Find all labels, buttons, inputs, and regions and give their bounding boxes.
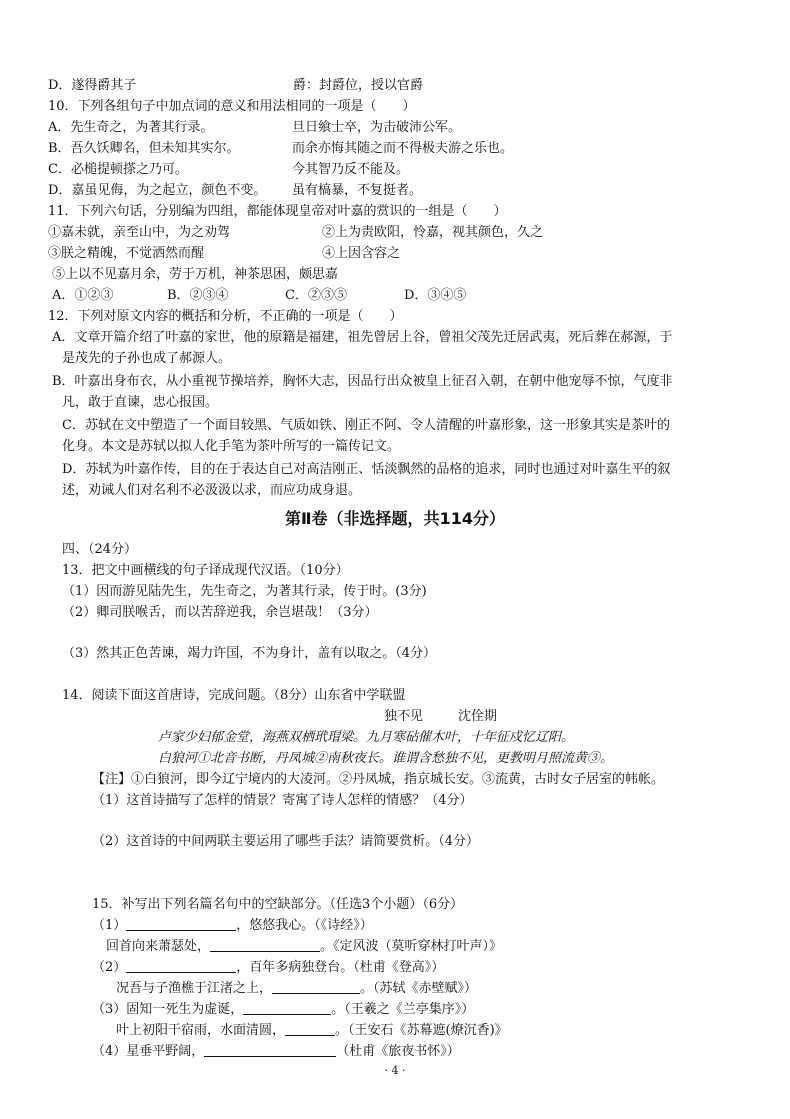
q10-option-b-right: 而余亦悔其随之而不得极夫游之乐也。 <box>292 141 514 156</box>
q15-item-3b-prefix: 叶上初阳干宿雨，水面清圆， <box>116 1023 286 1038</box>
q14-sub-2: （2）这首诗的中间两联主要运用了哪些手法？请简要赏析。（4分） <box>92 834 480 849</box>
q10-option-c-right: 今其智乃反不能及。 <box>292 162 410 177</box>
q15-item-3a-suffix: 。（王羲之《兰亭集序》） <box>331 1002 475 1017</box>
fill-blank-4[interactable] <box>204 1043 336 1057</box>
q15-item-2a <box>92 959 444 977</box>
q10-option-a-right: 旦日飨士卒，为击破沛公军。 <box>292 120 462 135</box>
q14-sub-1: （1）这首诗描写了怎样的情景？寄寓了诗人怎样的情感？（4分） <box>92 793 473 808</box>
q15-item-1a-suffix: ，悠悠我心。（《诗经》） <box>236 918 373 933</box>
q11-row-2 <box>48 245 401 263</box>
q11-item-1: ①嘉未就，亲至山中，为之劝驾 <box>48 225 231 240</box>
q10-option-a-left: A．先生奇之，为著其行录。 <box>48 120 214 135</box>
q11-item-3: ③朕之精魄，不觉洒然而醒 <box>48 246 205 261</box>
q15-item-3b-suffix: 。（王安石《苏幕遮(燎沉香)》 <box>335 1023 508 1038</box>
q10-stem: 10．下列各组句子中加点词的意义和用法相同的一项是（ ） <box>48 99 416 114</box>
fill-blank-2b[interactable] <box>272 980 360 994</box>
q15-item-1a-prefix: （1） <box>92 918 127 933</box>
q12-option-a-line2: 是茂先的子孙也成了郝源人。 <box>62 351 232 366</box>
q15-item-2a-suffix: ，百年多病独登台。（杜甫《登高》） <box>236 960 445 975</box>
q14-stem: 14．阅读下面这首唐诗，完成问题。（8分）山东省中学联盟 <box>62 688 406 703</box>
q10-option-a <box>48 119 462 137</box>
q11-choice-c: C．②③⑤ <box>285 288 347 303</box>
q13-item-1: （1）因而游见陆先生，先生奇之，为著其行录，传于时。(3分) <box>62 584 427 599</box>
q15-item-2b-prefix: 况吾与子渔樵于江渚之上， <box>116 981 273 996</box>
q10-option-b <box>48 140 514 158</box>
section-4-heading: 四、（24分） <box>62 542 138 557</box>
part2-title: 第Ⅱ卷（非选择题，共114分） <box>285 509 505 528</box>
q15-item-1b <box>106 938 502 956</box>
q11-item-5: ⑤上以不见嘉月余，劳于万机，神茶思困，颇思嘉 <box>52 267 339 282</box>
q11-item-4: ④上因含容之 <box>322 246 401 261</box>
q12-stem: 12．下列对原文内容的概括和分析，不正确的一项是（ ） <box>48 309 403 324</box>
q10-option-d-left: D．嘉虽见侮，为之起立，颜色不变。 <box>48 183 267 198</box>
q12-option-b-line2: 凡，敢于直谏，忠心报国。 <box>62 395 219 410</box>
q15-item-3a-prefix: （3）固知一死生为虚诞， <box>92 1002 244 1017</box>
q15-item-1b-suffix: 。《定风波（莫听穿林打叶声）》 <box>320 939 503 954</box>
fill-blank-3a[interactable] <box>243 1001 331 1015</box>
q12-option-c-line1: C．苏轼在文中塑造了一个面目较黑、气质如铁、刚正不阿、令人清醒的叶嘉形象，这一形象其实是茶叶的 <box>62 418 670 433</box>
q10-option-d <box>48 182 423 200</box>
q15-item-3b <box>116 1022 508 1040</box>
q11-row-1 <box>48 224 544 242</box>
fill-blank-3b[interactable] <box>285 1022 335 1036</box>
q10-option-d-right: 虽有槁暴，不复挺者。 <box>292 183 423 198</box>
poem-note: 【注】①白狼河，即今辽宁境内的大凌河。②丹凤城，指京城长安。③流黄，古时女子居室的帏帐。 <box>92 772 665 787</box>
q11-choices <box>52 287 467 305</box>
q9-option-d-text: D．遂得爵其子 <box>48 78 137 93</box>
q15-item-1b-prefix: 回首向来萧瑟处， <box>106 939 211 954</box>
q15-item-1a <box>92 917 373 935</box>
poem-line-2: 白狼河①北音书断，丹凤城②南秋夜长。谁谓含愁独不见，更教明月照流黄③。 <box>158 751 614 766</box>
q15-item-3a <box>92 1001 474 1019</box>
q10-option-c-left: C．必槌提顿搽之乃可。 <box>48 162 188 177</box>
q11-item-2: ②上为责欧阳，怜嘉，视其颜色，久之 <box>322 225 544 240</box>
q11-choice-d: D．③④⑤ <box>404 288 467 303</box>
q15-item-2a-prefix: （2） <box>92 960 127 975</box>
q13-item-3: （3）然其正色苦谏，竭力许国，不为身计，盖有以取之。（4分） <box>62 646 437 661</box>
q15-item-2b <box>116 980 477 998</box>
fill-blank-1b[interactable] <box>210 938 320 952</box>
q12-option-d-line2: 述，劝诫人们对名利不必汲汲以求，而应功成身退。 <box>62 483 362 498</box>
q10-option-c <box>48 161 410 179</box>
q15-item-2b-suffix: 。（苏轼《赤壁赋》） <box>360 981 478 996</box>
poem-title: 独不见 <box>384 709 424 724</box>
q12-option-c-line2: 化身。本文是苏轼以拟人化手笔为茶叶所写的一篇传记文。 <box>62 439 401 454</box>
q12-option-b-line1: B．叶嘉出身布衣，从小重视节操培养，胸怀大志，因品行出众被皇上征召入朝，在朝中他宠辱不惊，气度非 <box>52 374 673 389</box>
page-number: · 4 · <box>384 1064 406 1077</box>
poem-line-1: 卢家少妇郁金堂，海燕双栖玳瑁梁。九月寒砧催木叶，十年征戍忆辽阳。 <box>158 730 575 745</box>
q15-item-4-suffix: （杜甫《旅夜书怀》） <box>336 1044 460 1059</box>
q9-option-d <box>48 77 424 95</box>
q11-stem: 11．下列六句话，分别编为四组，都能体现皇帝对叶嘉的赏识的一组是（ ） <box>48 204 507 219</box>
q12-option-d-line1: D．苏轼为叶嘉作传，目的在于表达自己对高洁刚正、恬淡飘然的品格的追求，同时也通过对叶嘉生平的叙 <box>62 462 671 477</box>
fill-blank-1a[interactable] <box>126 917 236 931</box>
q10-option-b-left: B．吾久饫卿名，但未知其实尔。 <box>48 141 240 156</box>
q15-item-4-prefix: （4）星垂平野阔， <box>92 1044 205 1059</box>
q13-item-2: （2）卿司朕喉舌，而以苦辞逆我，余岂堪哉！（3分） <box>62 605 378 620</box>
q15-stem: 15．补写出下列名篇名句中的空缺部分。（任选3个小题）（6分） <box>92 897 464 912</box>
q13-stem: 13．把文中画横线的句子译成现代汉语。（10分） <box>62 563 349 578</box>
fill-blank-2a[interactable] <box>126 959 236 973</box>
q12-option-a-line1: A．文章开篇介绍了叶嘉的家世，他的原籍是福建，祖先曾居上谷，曾祖父茂先迁居武夷，死后葬在郝源，于 <box>52 330 673 345</box>
q9-option-d-gloss: 爵：封爵位，授以官爵 <box>293 78 424 93</box>
poem-author: 沈佺期 <box>458 709 498 724</box>
q11-choice-a: A．①②③ <box>52 288 114 303</box>
q11-choice-b: B．②③④ <box>167 288 229 303</box>
q15-item-4 <box>92 1043 460 1061</box>
